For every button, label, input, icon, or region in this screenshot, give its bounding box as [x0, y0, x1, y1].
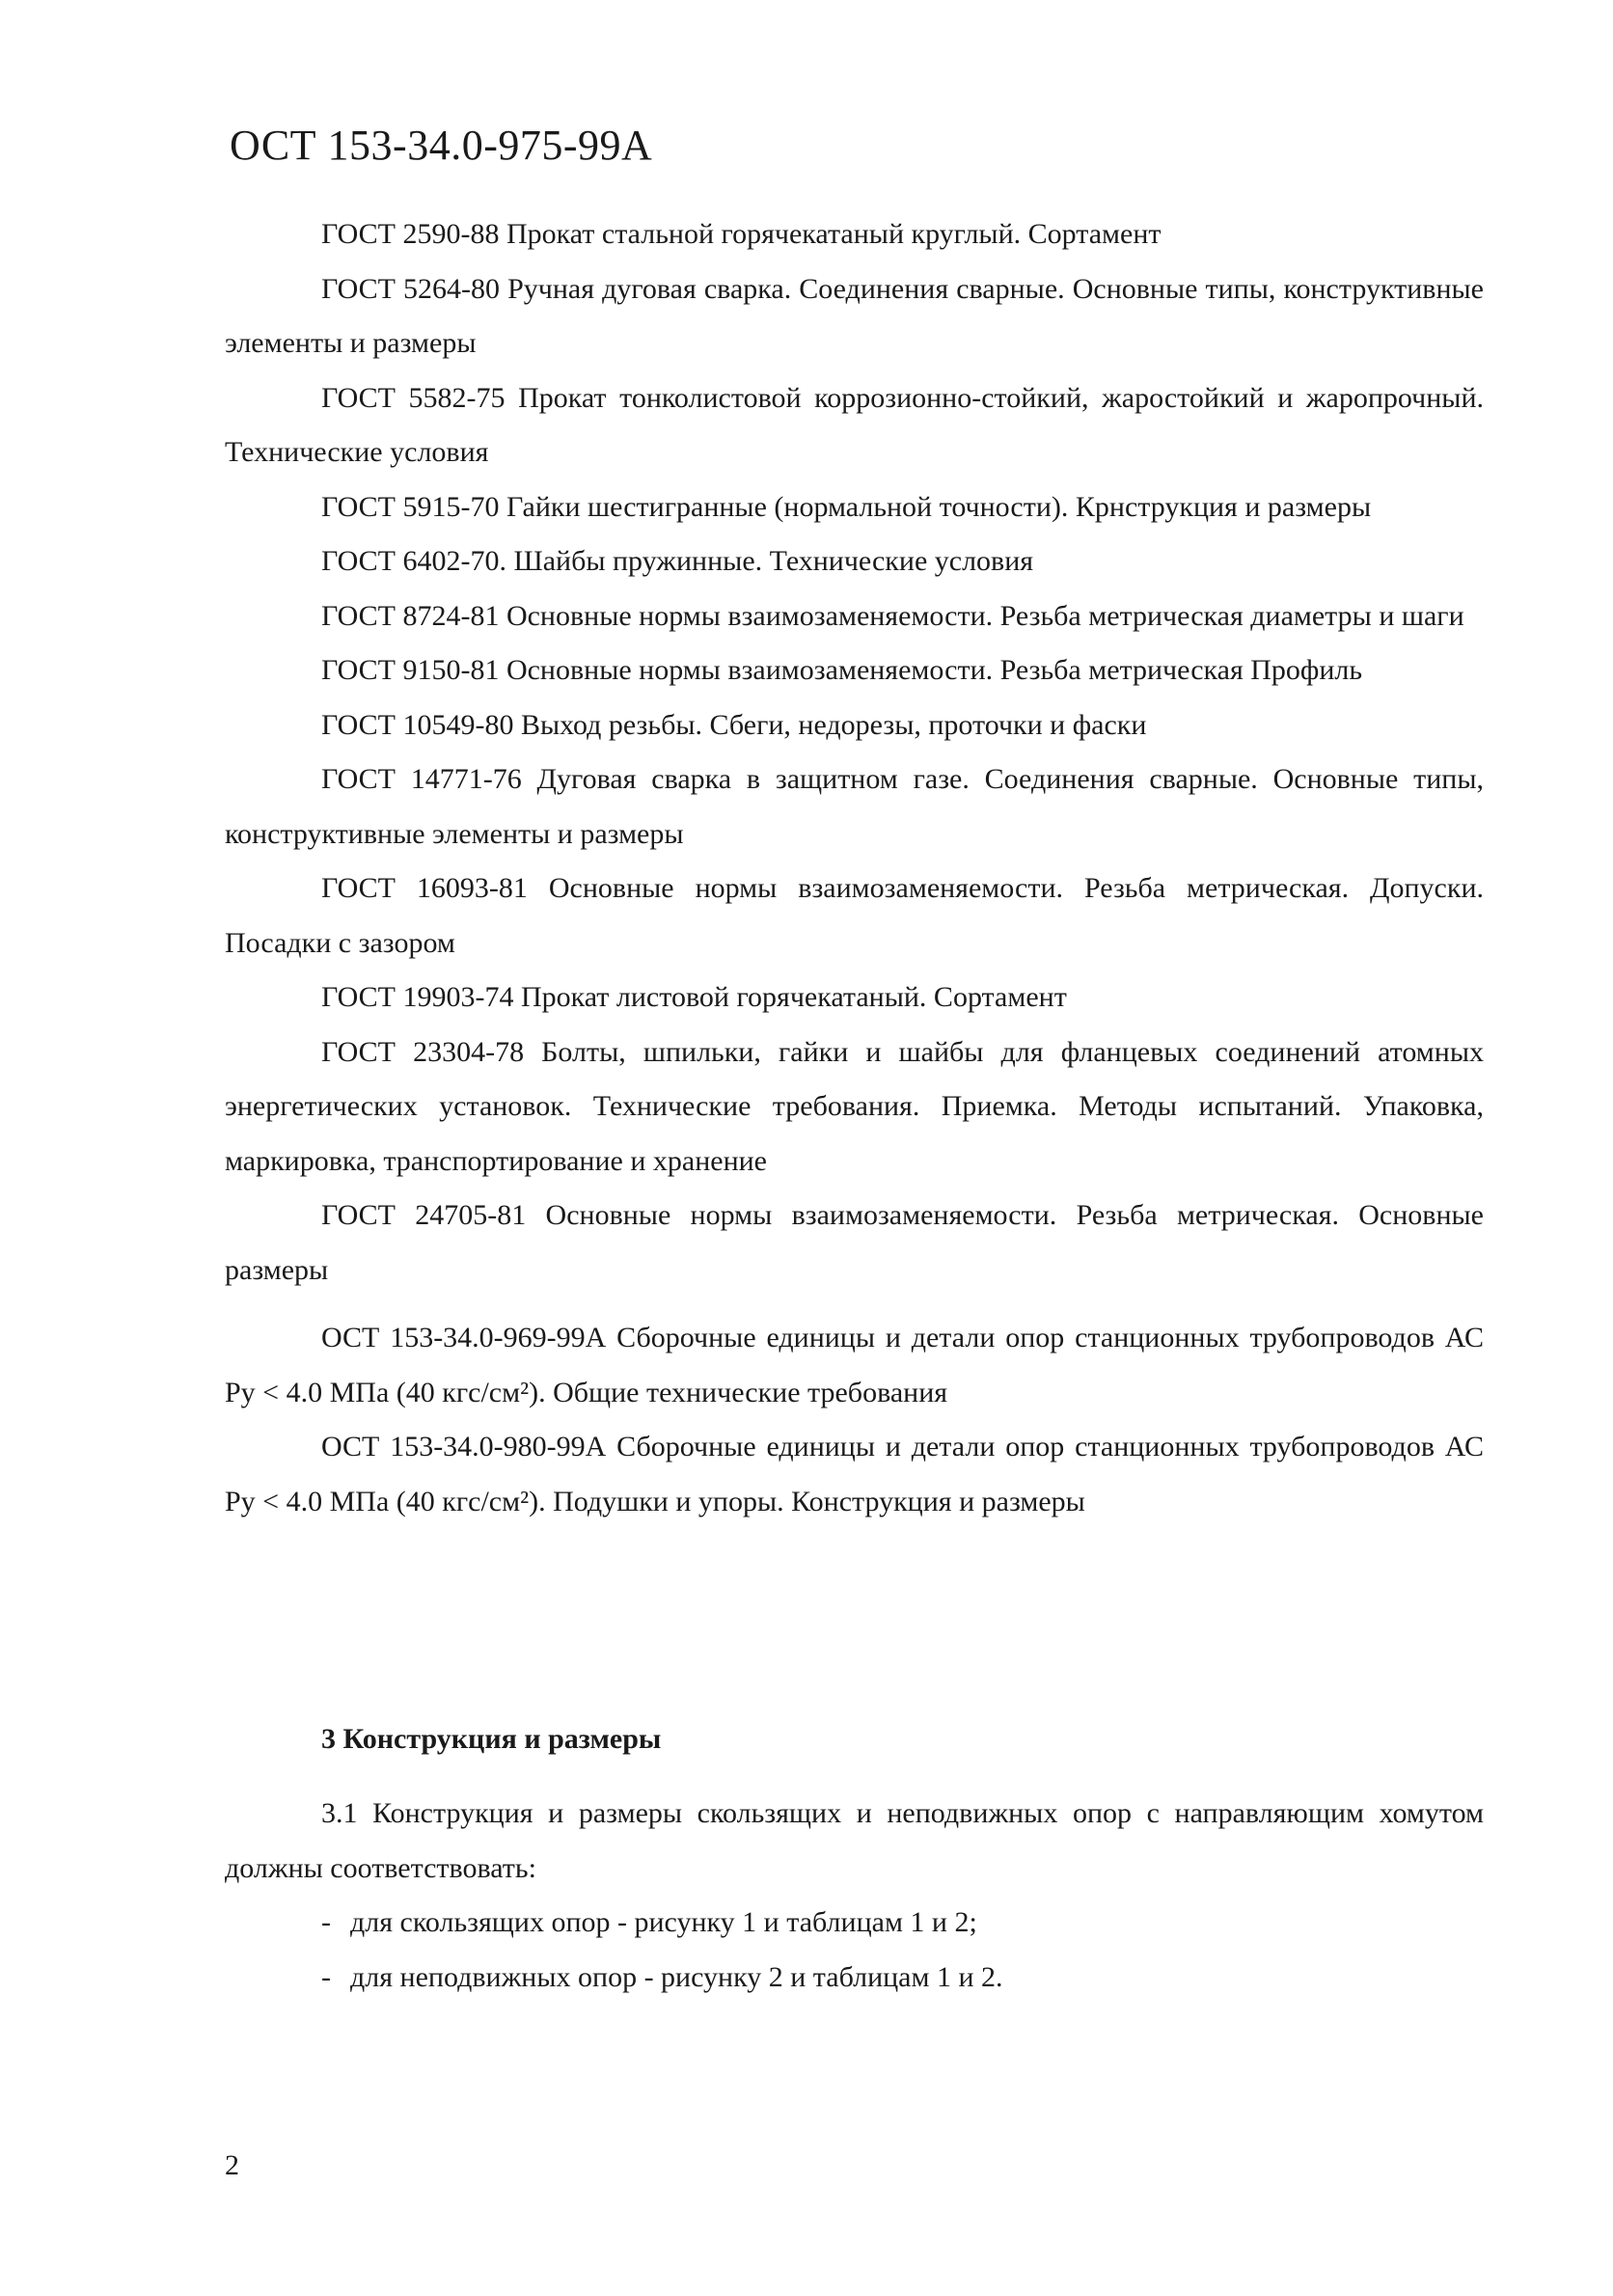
reference-item: ГОСТ 8724-81 Основные нормы взаимозаменяемости. Резьба метрическая диаметры и шаги: [321, 599, 1464, 632]
reference-item: ГОСТ 10549-80 Выход резьбы. Сбеги, недорезы, проточки и фаски: [321, 708, 1147, 741]
references-list: [225, 207, 1484, 1529]
list-dash: -: [321, 1906, 331, 1938]
reference-item: ГОСТ 19903-74 Прокат листовой горячекатаный. Сортамент: [321, 981, 1067, 1013]
reference-item: ГОСТ 5915-70 Гайки шестигранные (нормальной точности). Крнструкция и размеры: [321, 490, 1372, 523]
section-paragraph: 3.1 Конструкция и размеры скользящих и неподвижных опор с направляющим хомутом должны соответствовать:: [225, 1797, 1484, 1884]
section-title: 3 Конструкция и размеры: [321, 1723, 662, 1755]
list-item-text: для скользящих опор - рисунку 1 и таблицам 1 и 2;: [350, 1906, 977, 1938]
reference-item: ГОСТ 2590-88 Прокат стальной горячекатаный круглый. Сортамент: [321, 218, 1162, 250]
list-item: [225, 1951, 1484, 2006]
page-number: 2: [225, 2149, 239, 2181]
section-body: [225, 1787, 1484, 2005]
reference-item: ОСТ 153-34.0-980-99А Сборочные единицы и детали опор станционных трубопроводов АС Ру < 4.0 МПа (40 кгс/см²). Подушки и упоры. Конструкция и размеры: [225, 1431, 1484, 1517]
list-item-text: для неподвижных опор - рисунку 2 и таблицам 1 и 2.: [350, 1960, 1003, 1993]
reference-item: ГОСТ 16093-81 Основные нормы взаимозаменяемости. Резьба метрическая. Допуски. Посадки с зазором: [225, 872, 1484, 959]
reference-item: ГОСТ 14771-76 Дуговая сварка в защитном газе. Соединения сварные. Основные типы, конструктивные элементы и размеры: [225, 763, 1484, 850]
reference-item: ГОСТ 5264-80 Ручная дуговая сварка. Соединения сварные. Основные типы, конструктивные элементы и размеры: [225, 272, 1484, 359]
reference-item: ГОСТ 6402-70. Шайбы пружинные. Технические условия: [321, 545, 1034, 577]
reference-item: ГОСТ 24705-81 Основные нормы взаимозаменяемости. Резьба метрическая. Основные размеры: [225, 1199, 1484, 1286]
list-dash: -: [321, 1960, 331, 1993]
reference-item: ОСТ 153-34.0-969-99А Сборочные единицы и детали опор станционных трубопроводов АС Ру < 4.0 МПа (40 кгс/см²). Общие технические требования: [225, 1322, 1484, 1408]
list-item: [225, 1896, 1484, 1951]
document-header: ОСТ 153-34.0-975-99А: [230, 122, 653, 169]
reference-item: ГОСТ 23304-78 Болты, шпильки, гайки и шайбы для фланцевых соединений атомных энергетических установок. Технические требования. Приемка. Методы испытаний. Упаковка, маркировка, транспортирование и хранение: [225, 1035, 1484, 1177]
reference-item: ГОСТ 5582-75 Прокат тонколистовой коррозионно-стойкий, жаростойкий и жаропрочный. Технические условия: [225, 381, 1484, 468]
reference-item: ГОСТ 9150-81 Основные нормы взаимозаменяемости. Резьба метрическая Профиль: [321, 654, 1363, 686]
